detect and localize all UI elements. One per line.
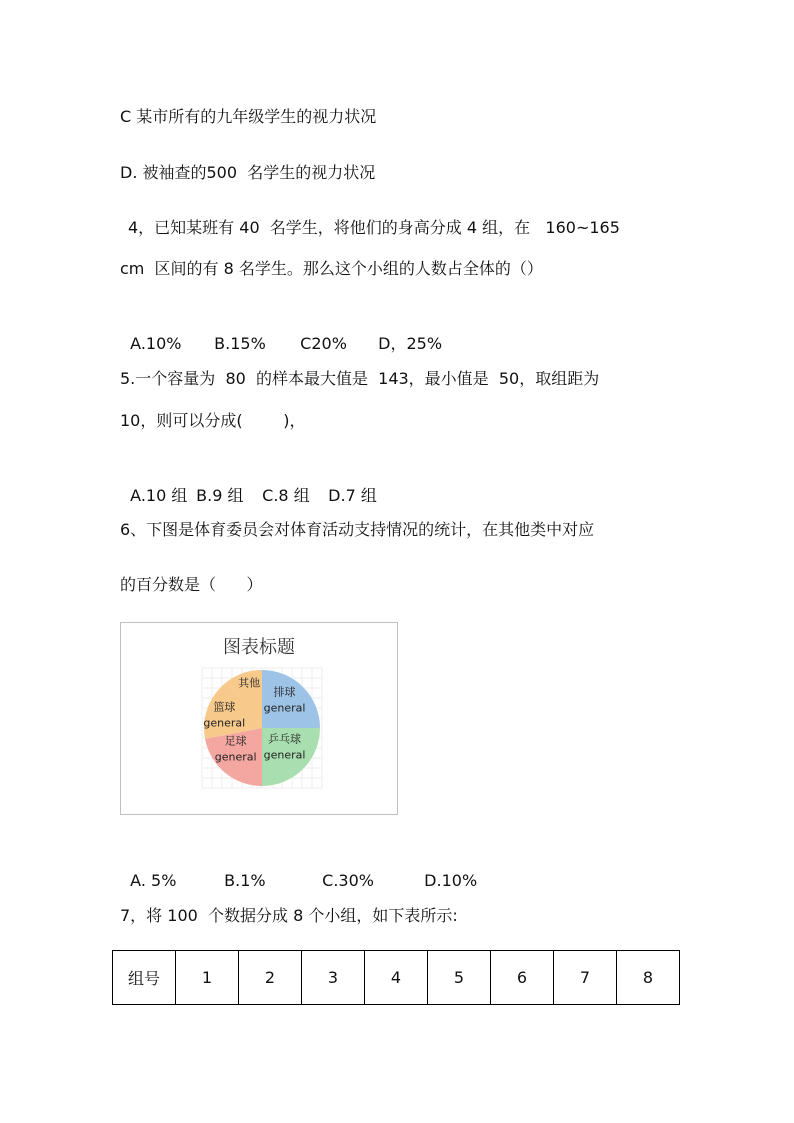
question-7-line: 7，将 100 个数据分成 8 个小组，如下表所示:	[120, 906, 458, 925]
option-c: C.8 组	[262, 486, 310, 505]
option-d: D，25%	[378, 334, 443, 353]
option-b: B.9 组	[196, 486, 244, 505]
table-cell: 4	[365, 951, 428, 1005]
chart-title: 图表标题	[223, 637, 295, 658]
table-cell: 8	[617, 951, 680, 1005]
slice-value-label: general	[203, 716, 246, 730]
question-4-options	[120, 314, 442, 354]
table-header-cell: 组号	[113, 951, 176, 1005]
table-row	[113, 951, 680, 1005]
slice-category-label: 足球	[224, 734, 247, 748]
question-5-options	[120, 466, 377, 506]
question-5-line-1: 5.一个容量为 80 的样本最大值是 143，最小值是 50，取组距为	[120, 369, 600, 388]
question-5-line-2: 10，则可以分成( )，	[120, 411, 306, 430]
pie-chart	[120, 622, 398, 815]
option-a: A.10 组	[130, 486, 188, 505]
slice-category-label: 乒乓球	[268, 732, 302, 746]
option-b: B.1%	[224, 871, 266, 890]
slice-category-label: 排球	[273, 685, 296, 699]
slice-value-label: general	[263, 701, 306, 715]
pie-slice	[262, 670, 320, 728]
option-d-line: D. 被袖查的500 名学生的视力状况	[120, 163, 376, 182]
option-c: C20%	[300, 334, 347, 353]
slice-category-label: 篮球	[213, 700, 236, 714]
question-4-line-1: 4，已知某班有 40 名学生，将他们的身高分成 4 组，在 160~165	[128, 218, 620, 237]
table-cell: 2	[239, 951, 302, 1005]
question-4-line-2: cm 区间的有 8 名学生。那么这个小组的人数占全体的（）	[120, 259, 543, 278]
option-c-line: C 某市所有的九年级学生的视力状况	[120, 107, 377, 126]
table-cell: 5	[428, 951, 491, 1005]
table-cell: 6	[491, 951, 554, 1005]
option-d: D.7 组	[328, 486, 377, 505]
option-a: A. 5%	[130, 871, 177, 890]
option-c: C.30%	[322, 871, 374, 890]
option-a: A.10%	[130, 334, 182, 353]
table-cell: 7	[554, 951, 617, 1005]
group-table	[112, 950, 680, 1005]
slice-category-label: 其他	[238, 676, 261, 690]
pie-chart-svg	[121, 623, 399, 816]
option-b: B.15%	[214, 334, 266, 353]
question-6-line-1: 6、下图是体育委员会对体育活动支持情况的统计，在其他类中对应	[120, 520, 595, 539]
table-cell: 3	[302, 951, 365, 1005]
option-d: D.10%	[424, 871, 478, 890]
table-cell: 1	[176, 951, 239, 1005]
question-6-line-2: 的百分数是（ ）	[120, 575, 263, 594]
question-6-options	[120, 851, 477, 891]
slice-value-label: general	[214, 750, 257, 764]
slice-value-label: general	[263, 748, 306, 762]
